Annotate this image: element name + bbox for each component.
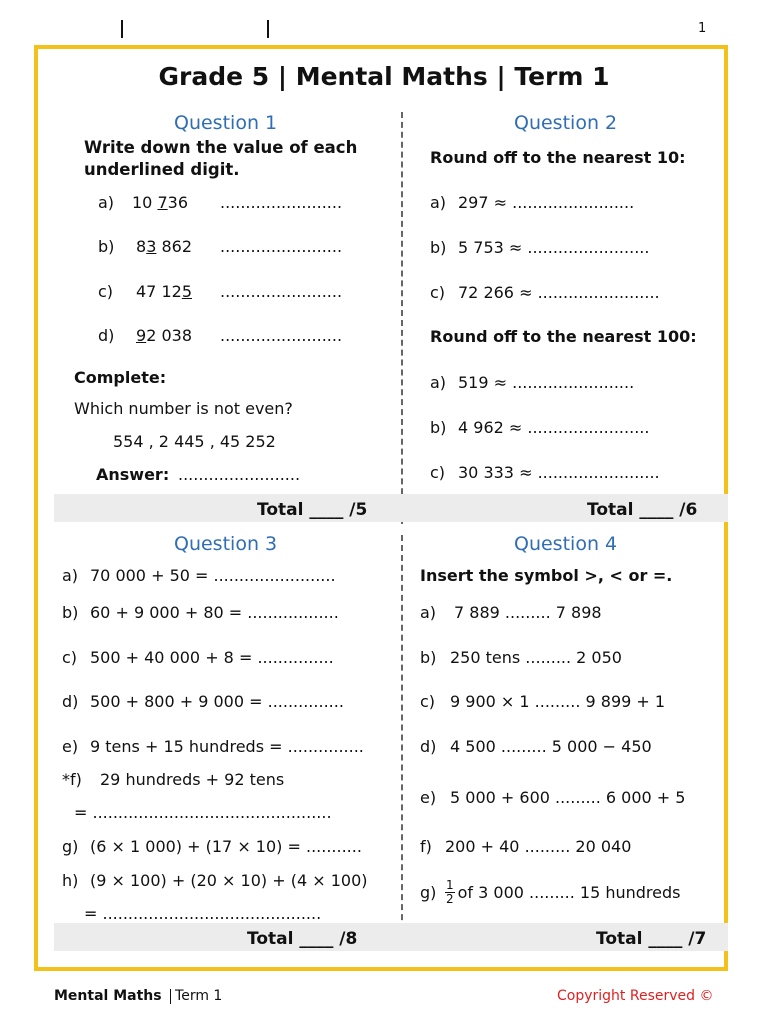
q1-item-b: b) 83 862 (98, 237, 192, 256)
column-divider (401, 112, 403, 524)
header-divider (121, 20, 123, 38)
q1-item-a: a) 10 736 (98, 193, 188, 212)
q1-answer-line-d[interactable]: ........................ (220, 326, 343, 345)
q4-item-g[interactable]: g) $\frac{1}{2}$ of 3 000 ......... 15 hundreds (420, 878, 681, 906)
q2-heading: Question 2 (514, 112, 618, 134)
q1-answer-line-c[interactable]: ........................ (220, 282, 343, 301)
footer-left: Mental Maths Term 1 (54, 988, 223, 1004)
q4-item-e[interactable]: e) 5 000 + 600 ......... 6 000 + 5 (420, 788, 686, 807)
q3-item-f-answer[interactable]: = ............................................... (74, 803, 332, 822)
q2-item-c2[interactable]: c) 30 333 ≈ ........................ (430, 463, 660, 482)
q1-answer-field[interactable]: ........................ (178, 465, 301, 484)
q2-instruction-100: Round off to the nearest 100: (430, 327, 697, 346)
q1-question: Which number is not even? (74, 399, 293, 418)
q4-heading: Question 4 (514, 533, 618, 555)
q4-item-b[interactable]: b) 250 tens ......... 2 050 (420, 648, 622, 667)
q3-item-f: *f) 29 hundreds + 92 tens (62, 770, 285, 789)
q3-total: Total ____ /8 (247, 929, 358, 949)
q1-total: Total ____ /5 (257, 500, 368, 520)
q1-numbers: 554 , 2 445 , 45 252 (113, 432, 276, 451)
fraction: $\frac{1}{2}$ (446, 878, 454, 906)
q4-item-f[interactable]: f) 200 + 40 ......... 20 040 (420, 837, 632, 856)
footer-copyright: Copyright Reserved © (557, 988, 714, 1004)
q1-instruction: Write down the value of each underlined digit. (84, 138, 358, 179)
q2-item-a[interactable]: a) 297 ≈ ........................ (430, 193, 635, 212)
q1-item-d: d) 92 038 (98, 326, 192, 345)
q4-item-a[interactable]: a) 7 889 ......... 7 898 (420, 603, 602, 622)
q1-complete-label: Complete: (74, 368, 167, 387)
q4-item-d[interactable]: d) 4 500 ......... 5 000 − 450 (420, 737, 652, 756)
q3-item-h: h) (9 × 100) + (20 × 10) + (4 × 100) (62, 871, 368, 890)
q1-item-c: c) 47 125 (98, 282, 192, 301)
header-divider (267, 20, 269, 38)
q1-heading: Question 1 (174, 112, 278, 134)
q3-heading: Question 3 (174, 533, 278, 555)
q1-answer-line-a[interactable]: ........................ (220, 193, 343, 212)
q3-item-c[interactable]: c) 500 + 40 000 + 8 = ............... (62, 648, 334, 667)
q4-item-c[interactable]: c) 9 900 × 1 ......... 9 899 + 1 (420, 692, 666, 711)
q3-item-d[interactable]: d) 500 + 800 + 9 000 = ............... (62, 692, 344, 711)
q2-item-b2[interactable]: b) 4 962 ≈ ........................ (430, 418, 650, 437)
q3-item-a[interactable]: a) 70 000 + 50 = ........................ (62, 566, 336, 585)
q1-answer-label: Answer: (96, 465, 170, 484)
q2-item-b[interactable]: b) 5 753 ≈ ........................ (430, 238, 650, 257)
q2-item-a2[interactable]: a) 519 ≈ ........................ (430, 373, 635, 392)
q4-total: Total ____ /7 (596, 929, 707, 949)
q4-instruction: Insert the symbol >, < or =. (420, 566, 673, 585)
q3-item-b[interactable]: b) 60 + 9 000 + 80 = .................. (62, 603, 339, 622)
q2-item-c[interactable]: c) 72 266 ≈ ........................ (430, 283, 660, 302)
q3-item-g[interactable]: g) (6 × 1 000) + (17 × 10) = ........... (62, 837, 362, 856)
q1-answer-line-b[interactable]: ........................ (220, 237, 343, 256)
page-title: Grade 5 | Mental Maths | Term 1 (158, 62, 610, 91)
column-divider (401, 535, 403, 950)
q3-item-e[interactable]: e) 9 tens + 15 hundreds = ............... (62, 737, 364, 756)
q2-instruction-10: Round off to the nearest 10: (430, 148, 686, 167)
page-number: 1 (698, 21, 707, 36)
q2-total: Total ____ /6 (587, 500, 698, 520)
q3-item-h-answer[interactable]: = ........................................... (84, 904, 322, 923)
